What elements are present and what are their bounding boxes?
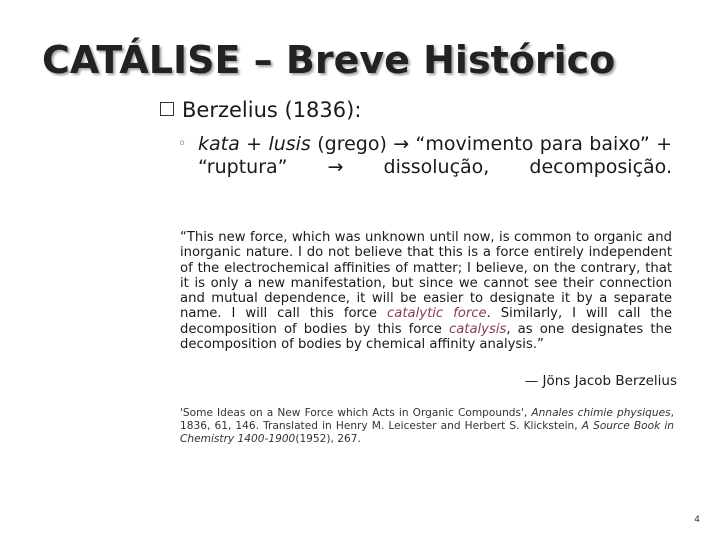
reference-citation	[180, 407, 674, 446]
term-lusis: lusis	[268, 133, 311, 155]
quote-part-3: , as one designates the decomposition of bodies by chemical affinity analysis.”	[180, 321, 673, 353]
bullet-berzelius	[160, 98, 361, 122]
sub-bullet-etymology-text	[198, 133, 672, 202]
sub-bullet-etymology	[178, 133, 672, 202]
etymology-rest: (grego) → “movimento para baixo” + “ruptura” → dissolução, decomposição.	[198, 133, 673, 178]
ring-bullet-icon: ◦	[178, 136, 187, 152]
term-kata: kata	[198, 133, 240, 155]
slide-title: CATÁLISE – Breve Histórico	[42, 38, 616, 82]
bullet-berzelius-text: Berzelius (1836):	[182, 98, 362, 122]
reference-part-2: , 1836, 61, 146. Translated in Henry M. Leicester and Herbert S. Klickstein,	[180, 407, 674, 432]
quote-part-1: “This new force, which was unknown until now, is common to organic and inorganic nature. I do not believe that this is a force entirely independent of the electrochemical affinities of matter; I believe, on the contrary, that it is only a new manifestation, but since we cannot see their connection and mutual dependence, it will be easier to designate it by a separate name. I will call this force	[180, 230, 672, 322]
page-number: 4	[694, 515, 700, 525]
quote-part-2: . Similarly, I will call the decomposition of bodies by this force	[180, 306, 673, 337]
square-bullet-icon	[160, 102, 174, 116]
berzelius-quote	[180, 230, 672, 352]
reference-book: A Source Book in Chemistry 1400-1900	[180, 420, 674, 445]
quote-term-catalysis: catalysis	[448, 321, 507, 337]
quote-attribution: — Jöns Jacob Berzelius	[524, 373, 677, 389]
plus-sign: +	[239, 133, 269, 155]
reference-part-3: (1952), 267.	[295, 433, 361, 445]
reference-part-1: 'Some Ideas on a New Force which Acts in Organic Compounds',	[180, 407, 532, 419]
quote-term-catalytic-force: catalytic force	[387, 306, 487, 322]
reference-journal: Annales chimie physiques	[531, 407, 671, 419]
